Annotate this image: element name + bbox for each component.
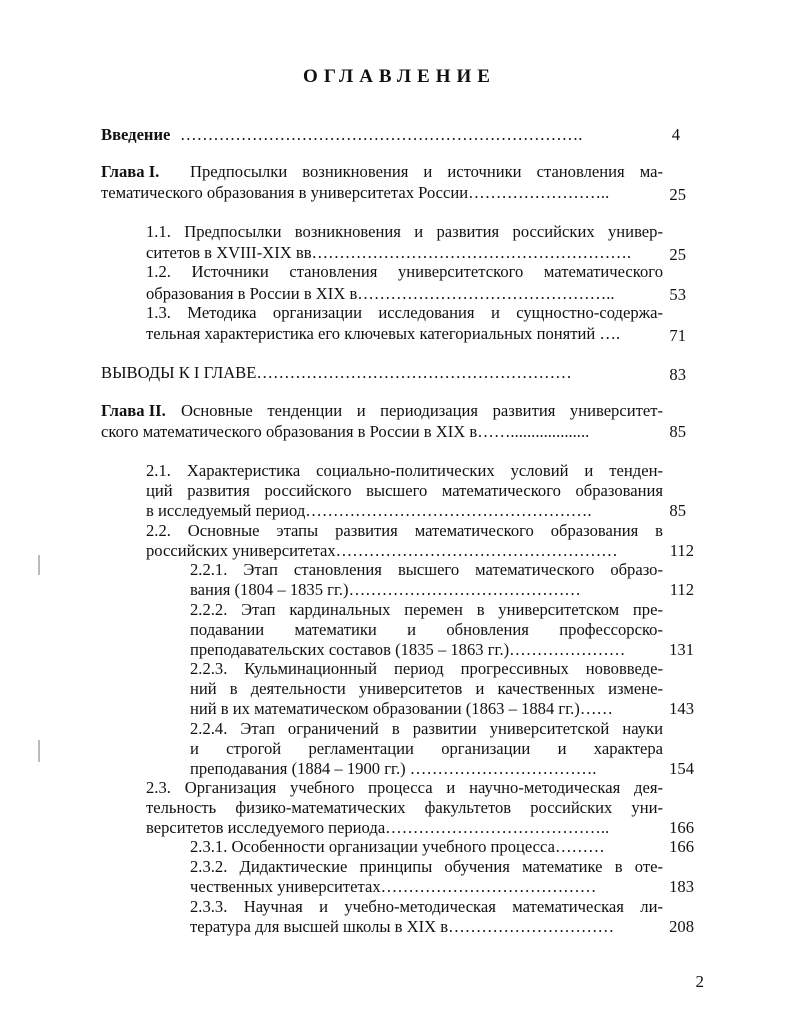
toc-line: ний в деятельности университетов и качественных измене- bbox=[190, 679, 663, 698]
toc-line: Основные тенденции и периодизация развития университет- bbox=[181, 401, 663, 420]
toc-line: 2.1. Характеристика социально-политических условий и тенден- bbox=[146, 461, 663, 480]
page-title: ОГЛАВЛЕНИЕ bbox=[303, 66, 496, 87]
toc-line: ний в их математическом образовании (1863 – 1884 гг.)…… bbox=[190, 699, 614, 718]
toc-line: преподавания (1884 – 1900 гг.) ……………………………. bbox=[190, 759, 597, 778]
toc-line: верситетов исследуемого периода………………………………….. bbox=[146, 818, 610, 837]
page-ref: 131 bbox=[669, 640, 694, 659]
toc-line: в исследуемый период……………………………………………. bbox=[146, 501, 592, 520]
toc-line: ситетов в XVIII-XIX вв…………………………………………………. bbox=[146, 243, 631, 262]
page-ref: 85 bbox=[669, 501, 686, 520]
page-ref: 85 bbox=[669, 422, 686, 441]
scan-mark bbox=[38, 740, 40, 762]
toc-line: 2.2. Основные этапы развития математического образования в bbox=[146, 521, 663, 540]
toc-line: тельная характеристика его ключевых категориальных понятий …. bbox=[146, 324, 621, 343]
toc-line: ций развития российского высшего математического образования bbox=[146, 481, 663, 500]
page-ref: 4 bbox=[671, 125, 680, 144]
toc-line: образования в России в XIX в……………………………………….. bbox=[146, 284, 615, 303]
toc-line: 2.2.1. Этап становления высшего математического образо- bbox=[190, 560, 663, 579]
chapter-head: Глава I. bbox=[101, 162, 160, 181]
toc-line: вания (1804 – 1835 гг.)…………………………………… bbox=[190, 580, 581, 599]
toc-line: 2.3.1. Особенности организации учебного процесса……… bbox=[190, 837, 605, 856]
toc-entry-label: Введение bbox=[101, 125, 171, 144]
toc-line: тематического образования в университетах России…………………….. bbox=[101, 183, 610, 202]
toc-line: 1.3. Методика организации исследования и сущностно-содержа- bbox=[146, 303, 663, 322]
toc-line: 2.2.4. Этап ограничений в развитии университетской науки bbox=[190, 719, 663, 738]
toc-line: 2.2.3. Кульминационный период прогрессивных нововведе- bbox=[190, 659, 663, 678]
toc-line: 2.3.3. Научная и учебно-методическая математическая ли- bbox=[190, 897, 663, 916]
page-ref: 25 bbox=[669, 185, 686, 204]
toc-line: преподавательских составов (1835 – 1863 гг.)………………… bbox=[190, 640, 626, 659]
toc-line: тельность физико-математических факультетов российских уни- bbox=[146, 798, 663, 817]
page-number: 2 bbox=[695, 972, 704, 991]
page-ref: 183 bbox=[669, 877, 694, 896]
toc-line: 2.3. Организация учебного процесса и научно-методическая дея- bbox=[146, 778, 663, 797]
toc-line: 1.1. Предпосылки возникновения и развития российских универ- bbox=[146, 222, 663, 241]
page-ref: 53 bbox=[669, 285, 686, 304]
toc-line: и строгой регламентации организации и характера bbox=[190, 739, 663, 758]
toc-line: 2.3.2. Дидактические принципы обучения математике в оте- bbox=[190, 857, 663, 876]
toc-line: 1.2. Источники становления университетского математического bbox=[146, 262, 663, 281]
toc-line: ского математического образования в России в XIX в……................... bbox=[101, 422, 590, 441]
chapter-head: Глава II. bbox=[101, 401, 166, 420]
toc-line: Предпосылки возникновения и источники становления ма- bbox=[190, 162, 663, 181]
toc-line: тература для высшей школы в XIX в………………………… bbox=[190, 917, 615, 936]
page-ref: 25 bbox=[669, 245, 686, 264]
page-ref: 208 bbox=[669, 917, 694, 936]
toc-line: подавании математики и обновления профессорско- bbox=[190, 620, 663, 639]
page-ref: 166 bbox=[669, 818, 694, 837]
toc-line: 2.2.2. Этап кардинальных перемен в университетском пре- bbox=[190, 600, 663, 619]
page-ref: 83 bbox=[669, 365, 686, 384]
page-ref: 166 bbox=[669, 837, 694, 856]
page-ref: 154 bbox=[669, 759, 694, 778]
toc-line: чественных университетах………………………………… bbox=[190, 877, 597, 896]
page-ref: 112 bbox=[669, 580, 694, 599]
scan-mark bbox=[38, 555, 40, 575]
page-ref: 143 bbox=[669, 699, 694, 718]
page-ref: 71 bbox=[669, 326, 686, 345]
page-ref: 112 bbox=[669, 541, 694, 560]
toc-line: ВЫВОДЫ К I ГЛАВЕ………………………………………………… bbox=[101, 363, 572, 382]
toc-line: российских университетах…………………………………………… bbox=[146, 541, 618, 560]
toc-dots: ………………………………………………………………. bbox=[180, 125, 583, 144]
